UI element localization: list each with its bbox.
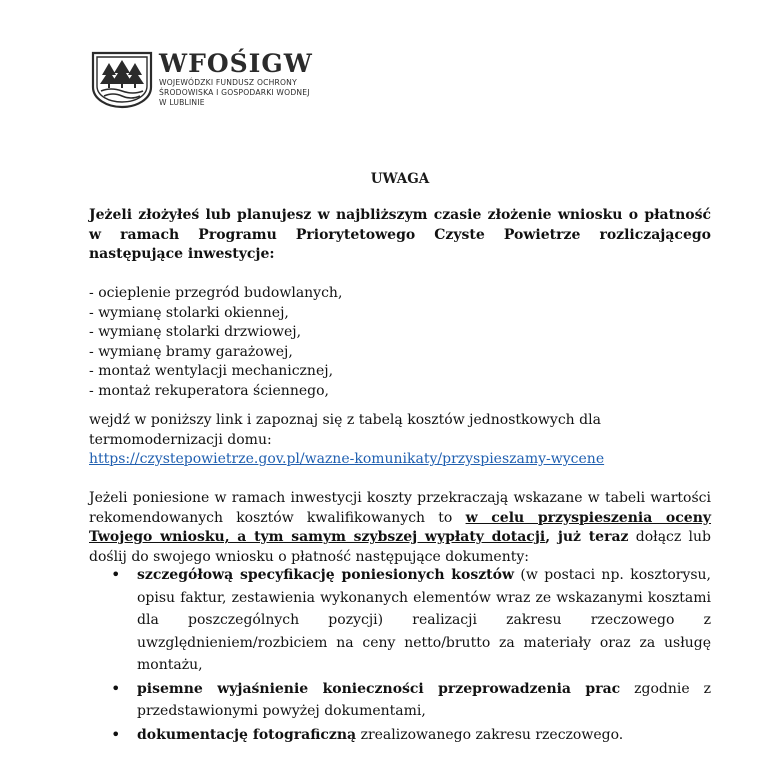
document-item-text: (w postaci np. kosztorysu, opisu faktur, zestawienia wykonanych elementów wraz ze wskazanymi kosztami dla poszczególnych pozycji) realizacji zakresu rzeczowego z uwzględnieniem/rozbiciem na ceny netto/brutto za materiały oraz za usługę montażu, bbox=[137, 567, 712, 673]
logo-subtitle-line: W LUBLINIE bbox=[159, 98, 205, 107]
page-title: UWAGA bbox=[370, 171, 430, 187]
bullet-icon: • bbox=[111, 724, 121, 744]
logo-subtitle bbox=[159, 78, 310, 108]
investment-item: - ocieplenie przegród budowlanych, bbox=[89, 284, 342, 304]
body-text-end: dołącz lub doślij do swojego wniosku o płatność następujące dokumenty: bbox=[89, 529, 712, 565]
document-item-text: zgodnie z przedstawionymi powyżej dokumentami, bbox=[137, 680, 711, 719]
document-item-title: szczegółową specyfikację poniesionych kosztów bbox=[137, 567, 515, 583]
document-item bbox=[111, 564, 712, 677]
logo bbox=[91, 51, 351, 111]
logo-subtitle-line: ŚRODOWISKA I GOSPODARKI WODNEJ bbox=[159, 88, 310, 97]
document-item-title: dokumentację fotograficzną bbox=[137, 726, 357, 743]
bullet-icon: • bbox=[111, 565, 121, 584]
body-bold-text: już teraz bbox=[557, 529, 629, 546]
investment-item: - wymianę stolarki okiennej, bbox=[89, 304, 342, 324]
body-paragraph bbox=[89, 489, 711, 567]
cost-table-link[interactable]: https://czystepowietrze.gov.pl/wazne-komunikaty/przyspieszamy-wycene bbox=[89, 451, 605, 468]
investment-list bbox=[89, 284, 342, 402]
forest-water-emblem-icon bbox=[91, 51, 153, 109]
document-item-text: zrealizowanego zakresu rzeczowego. bbox=[356, 726, 624, 743]
investment-item: - montaż wentylacji mechanicznej, bbox=[89, 362, 342, 382]
investment-item: - wymianę bramy garażowej, bbox=[89, 343, 342, 363]
document-item-title: pisemne wyjaśnienie konieczności przeprowadzenia prac bbox=[137, 680, 621, 697]
body-comma: , bbox=[545, 529, 558, 546]
investment-item: - wymianę stolarki drzwiowej, bbox=[89, 323, 342, 343]
bullet-icon: • bbox=[111, 678, 121, 698]
logo-subtitle-line: WOJEWÓDZKI FUNDUSZ OCHRONY bbox=[159, 78, 297, 87]
documents-list bbox=[111, 564, 712, 747]
document-item bbox=[111, 724, 711, 747]
body-text: Jeżeli poniesione w ramach inwestycji koszty przekraczają wskazane w tabeli wartości rekomendowanych kosztów kwalifikowanych to bbox=[89, 490, 711, 526]
link-paragraph bbox=[89, 411, 649, 470]
link-intro-text: wejdź w poniższy link i zapoznaj się z tabelą kosztów jednostkowych dla termomodernizacji domu: bbox=[89, 412, 601, 448]
investment-item: - montaż rekuperatora ściennego, bbox=[89, 382, 342, 402]
body-underlined-text: w celu przyspieszenia oceny Twojego wniosku, a tym samym szybszej wypłaty dotacji bbox=[89, 509, 712, 546]
logo-name: WFOŚIGW bbox=[159, 49, 313, 78]
document-item bbox=[111, 678, 711, 723]
intro-paragraph: Jeżeli złożyłeś lub planujesz w najbliższym czasie złożenie wniosku o płatność w ramach Programu Priorytetowego Czyste Powietrze rozliczającego następujące inwestycje: bbox=[89, 207, 711, 263]
